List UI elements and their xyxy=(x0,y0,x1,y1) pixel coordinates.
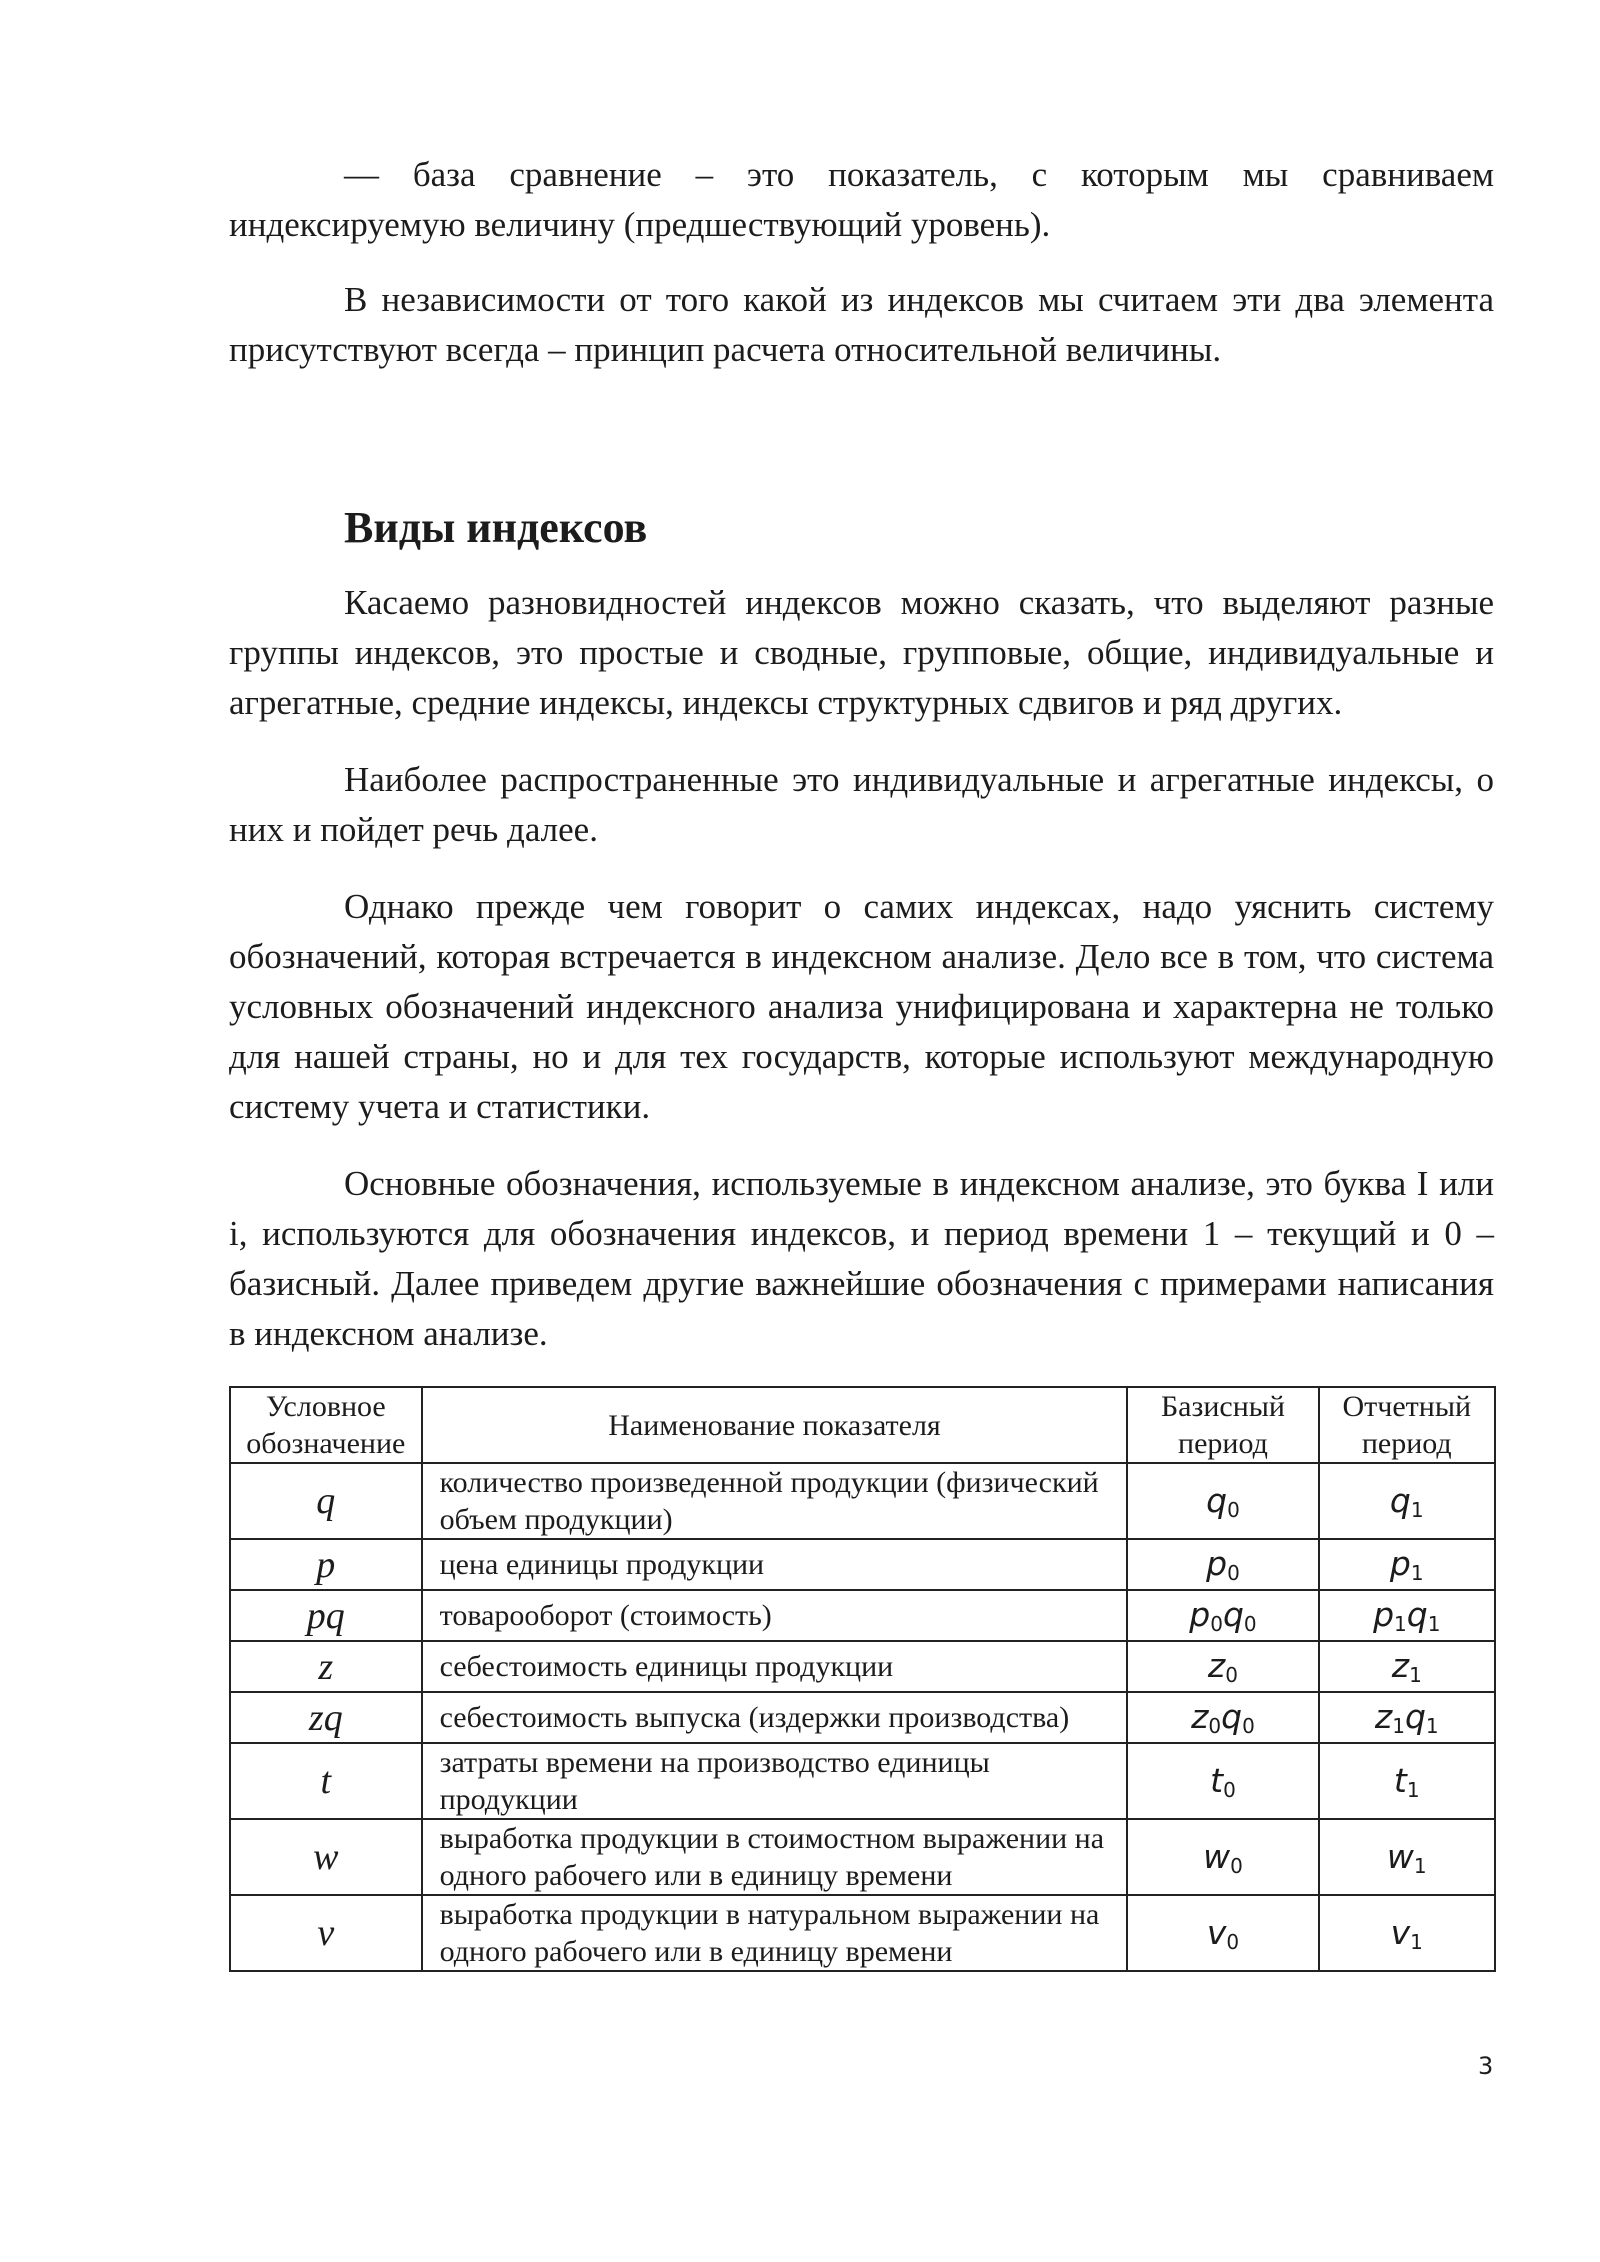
variable-letter: w xyxy=(1203,1836,1231,1876)
period-subscript: 1 xyxy=(1392,1714,1405,1738)
variable-letter: v xyxy=(1206,1912,1227,1952)
variable-letter: q xyxy=(1206,1480,1228,1520)
variable-letter: z xyxy=(1391,1646,1410,1685)
period-subscript: 0 xyxy=(1242,1714,1255,1738)
variable-letter: p xyxy=(1206,1544,1228,1583)
variable-letter: p xyxy=(1373,1595,1395,1634)
variable-letter: v xyxy=(1390,1912,1411,1952)
table-row xyxy=(230,1743,1495,1819)
symbol-cell: p xyxy=(230,1539,422,1590)
variable-letter: t xyxy=(1210,1760,1224,1800)
variable-letter: q xyxy=(1222,1595,1244,1634)
variable-letter: q xyxy=(1221,1697,1243,1736)
variable-letter: q xyxy=(1404,1697,1426,1736)
report-period-cell xyxy=(1319,1463,1495,1539)
variable-letter: p xyxy=(1389,1544,1411,1583)
period-subscript: 1 xyxy=(1409,1663,1422,1687)
variable-letter: q xyxy=(1389,1480,1411,1520)
indicator-name-cell: себестоимость единицы продукции xyxy=(422,1641,1128,1692)
report-period-cell xyxy=(1319,1743,1495,1819)
table-row xyxy=(230,1819,1495,1895)
paragraph-main-notation: Основные обозначения, используемые в индексном анализе, это буква I или i, используются для обозначения индексов, и период времени 1 – текущий и 0 – базисный. Далее приведем другие важнейшие обозначения с примерами написания в индексном анализе. xyxy=(229,1164,1494,1353)
symbol-cell: z xyxy=(230,1641,422,1692)
table-row xyxy=(230,1539,1495,1590)
period-subscript: 0 xyxy=(1208,1714,1222,1738)
report-period-cell xyxy=(1319,1539,1495,1590)
indicator-name-cell: выработка продукции в стоимостном выражении на одного рабочего или в единицу времени xyxy=(422,1819,1128,1895)
base-period-cell xyxy=(1127,1743,1318,1819)
symbol-cell: w xyxy=(230,1819,422,1895)
table-body xyxy=(230,1463,1495,1971)
variable-letter: t xyxy=(1393,1760,1407,1800)
indicator-name-cell: товарооборот (стоимость) xyxy=(422,1590,1128,1641)
document-page xyxy=(229,150,1494,1972)
paragraph-index-types: Касаемо разновидностей индексов можно сказать, что выделяют разные группы индексов, это простые и сводные, групповые, общие, индивидуальные и агрегатные, средние индексы, индексы структурных сдвигов и ряд других. xyxy=(229,583,1494,722)
symbol-cell: t xyxy=(230,1743,422,1819)
base-period-cell xyxy=(1127,1895,1318,1971)
header-name: Наименование показателя xyxy=(422,1387,1128,1463)
period-subscript: 1 xyxy=(1410,1497,1424,1522)
paragraph-notation-system: Однако прежде чем говорит о самих индексах, надо уяснить систему обозначений, которая встречается в индексном анализе. Дело все в том, что система условных обозначений индексного анализа унифицирована и характерна не только для нашей страны, но и для тех государств, которые используют международную систему учета и статистики. xyxy=(229,887,1494,1126)
period-subscript: 0 xyxy=(1210,1612,1223,1636)
period-subscript: 0 xyxy=(1223,1777,1236,1802)
period-subscript: 0 xyxy=(1230,1853,1243,1878)
variable-letter: q xyxy=(1406,1595,1428,1634)
period-subscript: 1 xyxy=(1406,1777,1420,1802)
report-period-cell xyxy=(1319,1692,1495,1743)
period-subscript: 1 xyxy=(1427,1612,1441,1636)
table-row xyxy=(230,1590,1495,1641)
base-period-cell xyxy=(1127,1692,1318,1743)
period-subscript: 1 xyxy=(1425,1714,1439,1738)
report-period-cell xyxy=(1319,1819,1495,1895)
variable-letter: p xyxy=(1189,1595,1211,1634)
period-subscript: 0 xyxy=(1227,1561,1240,1585)
header-report-period: Отчетный период xyxy=(1319,1387,1495,1463)
indicator-name-cell: затраты времени на производство единицы продукции xyxy=(422,1743,1128,1819)
header-symbol: Условное обозначение xyxy=(230,1387,422,1463)
indicator-name-cell: цена единицы продукции xyxy=(422,1539,1128,1590)
period-subscript: 1 xyxy=(1410,1561,1424,1585)
table-row xyxy=(230,1463,1495,1539)
paragraph-common-indexes: Наиболее распространенные это индивидуальные и агрегатные индексы, о них и пойдет речь далее. xyxy=(229,760,1494,849)
notation-table xyxy=(229,1386,1496,1972)
symbol-cell: zq xyxy=(230,1692,422,1743)
indicator-name-cell: выработка продукции в натуральном выражении на одного рабочего или в единицу времени xyxy=(422,1895,1128,1971)
symbol-cell: v xyxy=(230,1895,422,1971)
table-header-row xyxy=(230,1387,1495,1463)
base-period-cell xyxy=(1127,1539,1318,1590)
symbol-cell: q xyxy=(230,1463,422,1539)
variable-letter: z xyxy=(1191,1697,1209,1736)
variable-letter: z xyxy=(1374,1697,1393,1736)
paragraph-two-elements: В независимости от того какой из индексов мы считаем эти два элемента присутствуют всегда – принцип расчета относительной величины. xyxy=(229,280,1494,369)
symbol-cell: pq xyxy=(230,1590,422,1641)
variable-letter: w xyxy=(1386,1836,1414,1876)
indicator-name-cell: себестоимость выпуска (издержки производства) xyxy=(422,1692,1128,1743)
page-number: 3 xyxy=(1478,2052,1494,2080)
report-period-cell xyxy=(1319,1590,1495,1641)
period-subscript: 1 xyxy=(1413,1853,1427,1878)
base-period-cell xyxy=(1127,1590,1318,1641)
base-period-cell xyxy=(1127,1641,1318,1692)
period-subscript: 1 xyxy=(1410,1929,1423,1954)
section-heading: Виды индексов xyxy=(344,503,648,552)
period-subscript: 0 xyxy=(1243,1612,1257,1636)
report-period-cell xyxy=(1319,1641,1495,1692)
table-row xyxy=(230,1895,1495,1971)
table-row xyxy=(230,1641,1495,1692)
period-subscript: 1 xyxy=(1394,1612,1407,1636)
paragraph-base-comparison: — база сравнение – это показатель, с которым мы сравниваем индексируемую величину (предшествующий уровень). xyxy=(229,155,1494,244)
base-period-cell xyxy=(1127,1819,1318,1895)
header-base-period: Базисный период xyxy=(1127,1387,1318,1463)
table-row xyxy=(230,1692,1495,1743)
period-subscript: 0 xyxy=(1226,1929,1240,1954)
report-period-cell xyxy=(1319,1895,1495,1971)
period-subscript: 0 xyxy=(1227,1497,1240,1522)
variable-letter: z xyxy=(1207,1646,1226,1685)
base-period-cell xyxy=(1127,1463,1318,1539)
indicator-name-cell: количество произведенной продукции (физический объем продукции) xyxy=(422,1463,1128,1539)
period-subscript: 0 xyxy=(1225,1663,1238,1687)
